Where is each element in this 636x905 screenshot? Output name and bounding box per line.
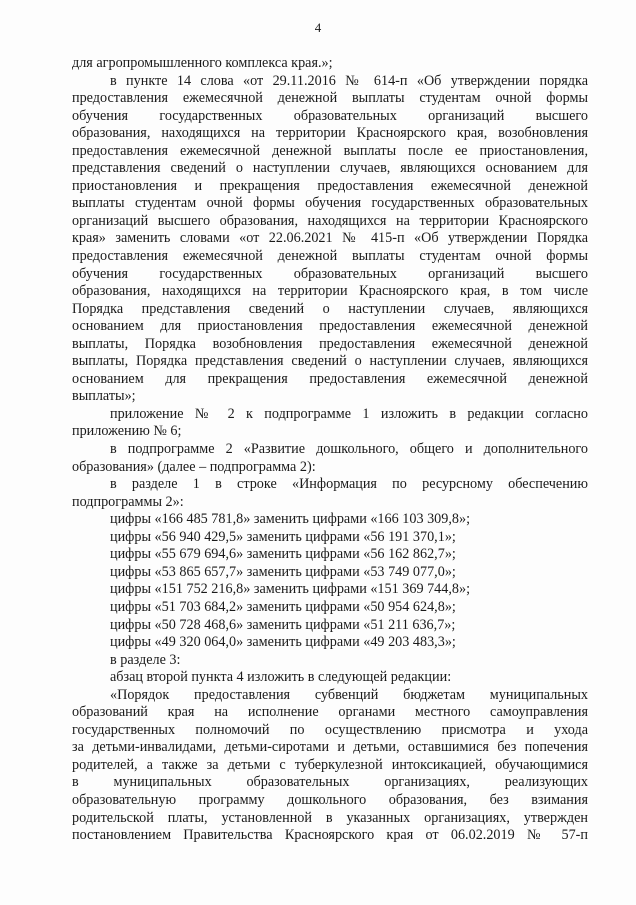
text-line: в муниципальных образовательных организациях, реализующих (72, 774, 588, 791)
text-line: подпрограммы 2»: (72, 493, 184, 510)
text-line: абзац второй пункта 4 изложить в следующей редакции: (110, 669, 452, 686)
text-line: родительской платы, установленной в указанных организациях, утвержден (72, 809, 588, 826)
text-line: образования, находящихся на территории Красноярского края, возобновления (72, 125, 588, 142)
text-line: образования» (далее – подпрограмма 2): (72, 458, 316, 475)
document-body-text (72, 55, 588, 845)
text-line: предоставления ежемесячной денежной выплаты студентам очной формы (72, 90, 588, 107)
text-line: в подпрограмме 2 «Развитие дошкольного, общего и дополнительного (110, 441, 588, 458)
text-line: цифры «56 940 429,5» заменить цифрами «56 191 370,1»; (110, 528, 456, 545)
text-line: Порядка представления сведений о наступлении случаев, являющихся (72, 300, 588, 317)
text-line: цифры «49 320 064,0» заменить цифрами «49 203 483,3»; (110, 634, 456, 651)
text-line: постановлением Правительства Красноярского края от 06.02.2019 № 57-п (72, 827, 588, 844)
text-line: выплаты»; (72, 388, 136, 405)
text-line: для агропромышленного комплекса края.»; (72, 55, 333, 71)
text-line: предоставления ежемесячной денежной выплаты студентам очной формы (72, 248, 588, 265)
text-line: приложение № 2 к подпрограмме 1 изложить в редакции согласно (110, 405, 588, 422)
text-line: цифры «50 728 468,6» заменить цифрами «51 211 636,7»; (110, 616, 456, 633)
text-line: родителей, а также за детьми с туберкулезной интоксикацией, обучающимися (72, 756, 588, 773)
text-line: образований края на исполнение органами местного самоуправления (72, 704, 588, 721)
text-line: основанием для приостановления предоставления ежемесячной денежной (72, 318, 588, 335)
text-line: обучения государственных образовательных организаций высшего (72, 265, 588, 282)
text-line: основанием для прекращения предоставления ежемесячной денежной (72, 370, 588, 387)
text-line: приложению № 6; (72, 423, 182, 440)
text-line: в разделе 1 в строке «Информация по ресурсному обеспечению (110, 476, 588, 493)
text-line: цифры «55 679 694,6» заменить цифрами «56 162 862,7»; (110, 546, 456, 563)
text-line: цифры «151 752 216,8» заменить цифрами «151 369 744,8»; (110, 581, 471, 598)
text-line: за детьми-инвалидами, детьми-сиротами и детьми, оставшимися без попечения (72, 739, 588, 756)
text-line: представления сведений о наступлении случаев, являющихся основанием для (72, 160, 588, 177)
text-line: выплаты, Порядка представления сведений о наступлении случаев, являющихся (72, 353, 588, 370)
text-line: государственных полномочий по осуществлению присмотра и ухода (72, 721, 588, 738)
text-line: выплаты, Порядка возобновления предоставления ежемесячной денежной (72, 335, 588, 352)
text-line: «Порядок предоставления субвенций бюджетам муниципальных (110, 686, 588, 703)
text-line: цифры «166 485 781,8» заменить цифрами «166 103 309,8»; (110, 511, 471, 528)
text-line: края» заменить словами «от 22.06.2021 № 415-п «Об утверждении Порядка (72, 230, 588, 247)
text-line: приостановления и прекращения предоставления ежемесячной денежной (72, 177, 588, 194)
text-line: предоставления ежемесячной денежной выплаты после ее приостановления, (72, 142, 588, 159)
text-line: обучения государственных образовательных организаций высшего (72, 107, 588, 124)
text-line: выплаты студентам очной формы обучения государственных образовательных (72, 195, 588, 212)
page-number: 4 (314, 20, 322, 35)
text-line: образования, находящихся на территории Красноярского края, в том числе (72, 283, 588, 300)
text-line: цифры «53 865 657,7» заменить цифрами «53 749 077,0»; (110, 563, 456, 580)
text-line: в разделе 3: (110, 651, 181, 668)
text-line: цифры «51 703 684,2» заменить цифрами «50 954 624,8»; (110, 598, 456, 615)
text-line: в пункте 14 слова «от 29.11.2016 № 614-п «Об утверждении порядка (110, 72, 588, 89)
text-line: организаций высшего образования, находящихся на территории Красноярского (72, 212, 588, 229)
text-line: образовательную программу дошкольного образования, без взимания (72, 791, 588, 808)
